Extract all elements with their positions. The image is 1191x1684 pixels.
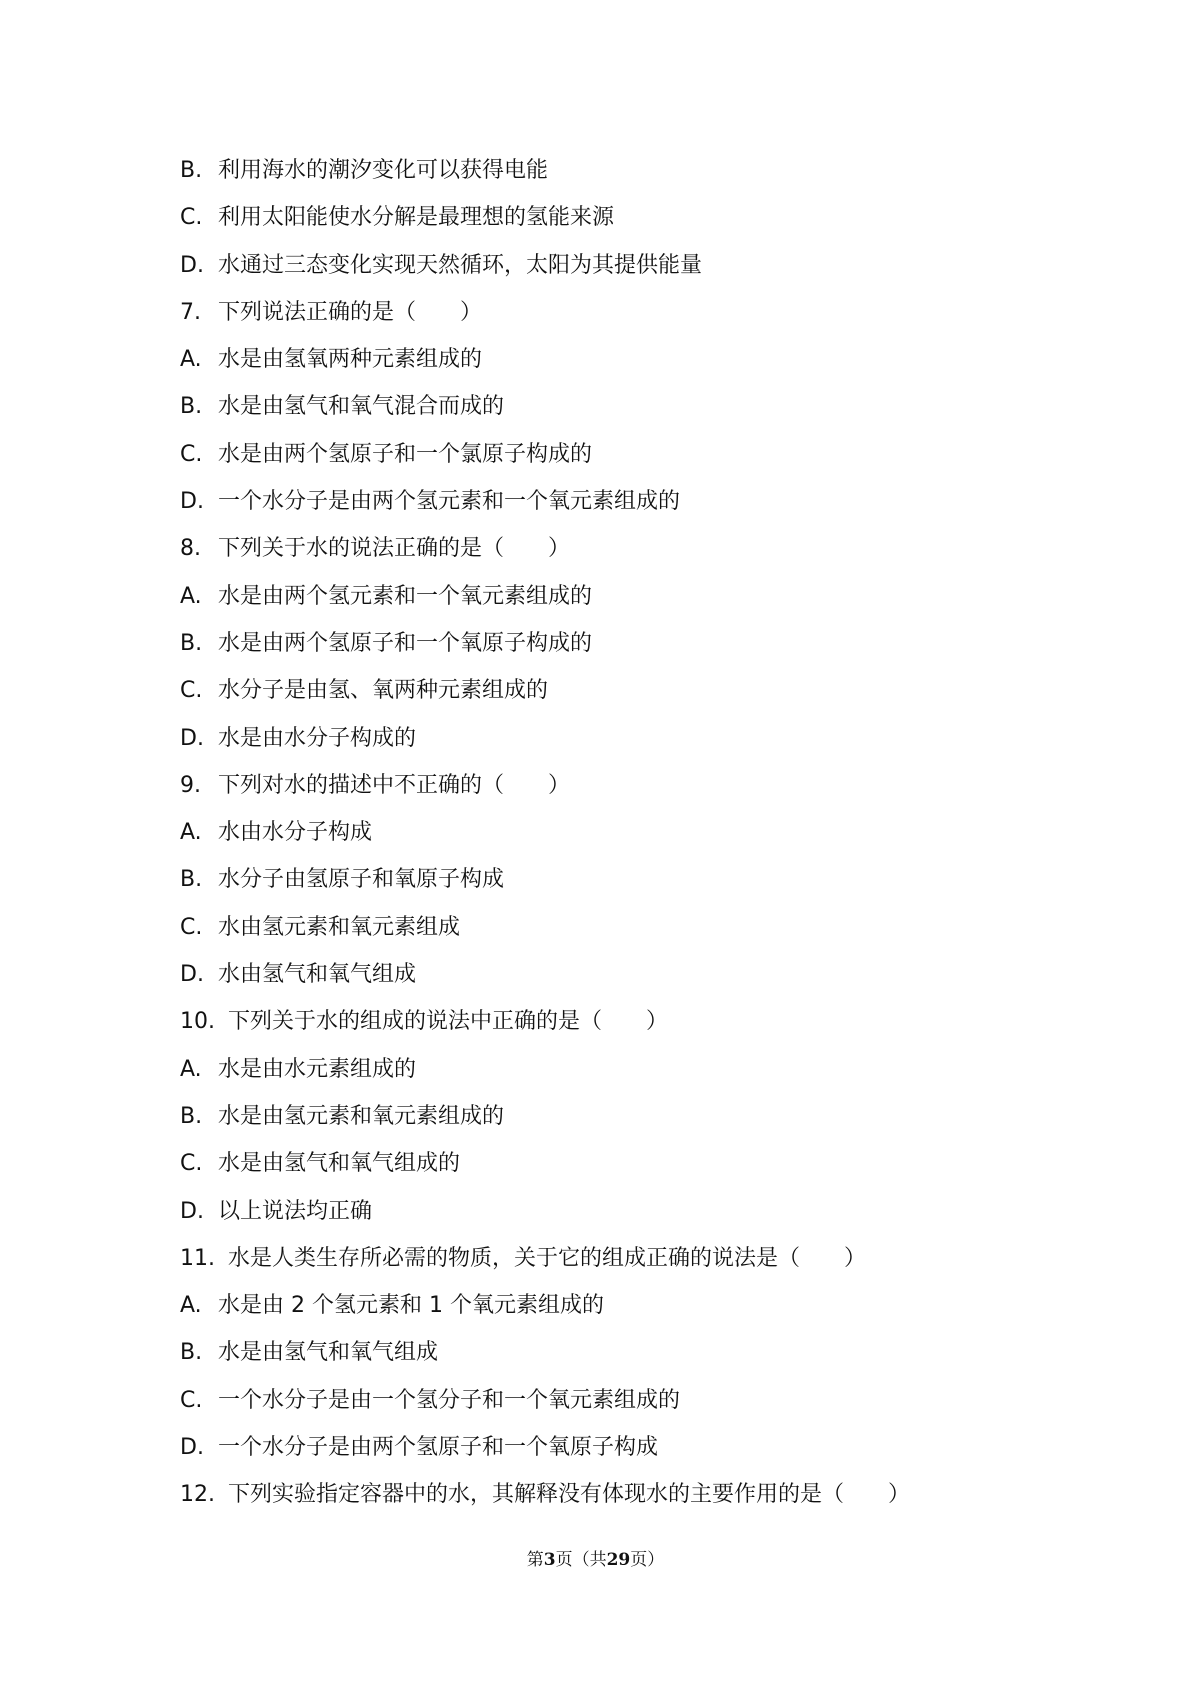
question-stem [180,1235,1140,1282]
footer-middle: 页（共 [555,1550,607,1570]
option-label: D. [180,252,204,278]
answer-option [180,667,1140,714]
answer-option [180,1377,1140,1424]
option-text: 水是由氢气和氧气组成的 [218,1151,461,1177]
answer-option [180,242,1140,289]
option-text: 水是由水分子构成的 [218,725,417,751]
option-label: D. [180,725,204,751]
footer-prefix: 第 [526,1550,544,1570]
option-label: A. [180,820,202,846]
answer-option [180,1282,1140,1329]
answer-option [180,1424,1140,1471]
option-label: D. [180,489,204,515]
question-list [180,147,1140,1519]
answer-option [180,431,1140,478]
answer-option [180,194,1140,241]
answer-option [180,336,1140,383]
option-text: 水是由两个氢原子和一个氯原子构成的 [218,441,593,467]
option-label: C. [180,678,203,704]
option-text: 水由氢元素和氧元素组成 [218,914,461,940]
question-text: 水是人类生存所必需的物质，关于它的组成正确的说法是（ ） [228,1245,867,1271]
option-text: 水是由两个氢原子和一个氧原子构成的 [218,630,593,656]
answer-option [180,147,1140,194]
question-number: 9. [180,772,201,798]
option-label: C. [180,1387,203,1413]
footer-page-number: 3 [543,1550,556,1570]
answer-option [180,715,1140,762]
answer-option [180,904,1140,951]
question-stem [180,289,1140,336]
question-text: 下列关于水的组成的说法中正确的是（ ） [228,1009,669,1035]
question-number: 12. [180,1482,215,1508]
option-label: D. [180,1198,204,1224]
option-text: 水分子由氢原子和氧原子构成 [218,867,505,893]
option-label: C. [180,914,203,940]
option-text: 水是由氢气和氧气组成 [218,1340,439,1366]
question-text: 下列对水的描述中不正确的（ ） [218,772,571,798]
question-text: 下列说法正确的是（ ） [218,299,483,325]
option-label: D. [180,1435,204,1461]
question-text: 下列关于水的说法正确的是（ ） [218,536,571,562]
answer-option [180,1046,1140,1093]
option-text: 一个水分子是由一个氢分子和一个氧元素组成的 [218,1387,681,1413]
answer-option [180,856,1140,903]
option-label: B. [180,158,203,183]
question-text: 下列实验指定容器中的水，其解释没有体现水的主要作用的是（ ） [228,1482,911,1508]
answer-option [180,620,1140,667]
option-text: 以上说法均正确 [218,1198,373,1224]
option-text: 利用太阳能使水分解是最理想的氢能来源 [218,205,615,231]
option-text: 一个水分子是由两个氢原子和一个氧原子构成 [218,1435,659,1461]
option-text: 水是由氢氧两种元素组成的 [218,347,483,373]
answer-option [180,1140,1140,1187]
option-text: 水分子是由氢、氧两种元素组成的 [218,678,549,704]
option-text: 水由水分子构成 [218,820,373,846]
question-number: 8. [180,536,201,562]
option-text: 水是由两个氢元素和一个氧元素组成的 [218,583,593,609]
option-label: C. [180,1151,203,1177]
answer-option [180,809,1140,856]
footer-suffix: 页） [630,1550,665,1570]
option-label: B. [180,1103,203,1129]
page-footer [0,1545,1191,1570]
question-stem [180,1471,1140,1518]
option-text: 一个水分子是由两个氢元素和一个氧元素组成的 [218,489,681,515]
answer-option [180,1093,1140,1140]
answer-option [180,478,1140,525]
question-number: 10. [180,1009,215,1035]
option-label: C. [180,205,203,231]
option-label: A. [180,1293,202,1319]
option-text: 水是由水元素组成的 [218,1056,417,1082]
question-stem [180,525,1140,572]
option-text: 利用海水的潮汐变化可以获得电能 [218,158,549,183]
question-stem [180,762,1140,809]
option-label: B. [180,394,203,420]
option-label: A. [180,1056,202,1082]
option-text: 水是由氢元素和氧元素组成的 [218,1103,505,1129]
option-text: 水是由 2 个氢元素和 1 个氧元素组成的 [218,1293,604,1319]
question-stem [180,998,1140,1045]
option-text: 水通过三态变化实现天然循环，太阳为其提供能量 [218,252,703,278]
option-text: 水由氢气和氧气组成 [218,962,417,988]
option-text: 水是由氢气和氧气混合而成的 [218,394,505,420]
option-label: C. [180,441,203,467]
answer-option [180,383,1140,430]
answer-option [180,573,1140,620]
option-label: B. [180,630,203,656]
answer-option [180,1188,1140,1235]
option-label: A. [180,347,202,373]
option-label: B. [180,1340,203,1366]
option-label: A. [180,583,202,609]
question-number: 11. [180,1245,215,1271]
answer-option [180,951,1140,998]
option-label: D. [180,962,204,988]
question-number: 7. [180,299,201,325]
footer-total-pages: 29 [606,1550,631,1570]
option-label: B. [180,867,203,893]
answer-option [180,1329,1140,1376]
